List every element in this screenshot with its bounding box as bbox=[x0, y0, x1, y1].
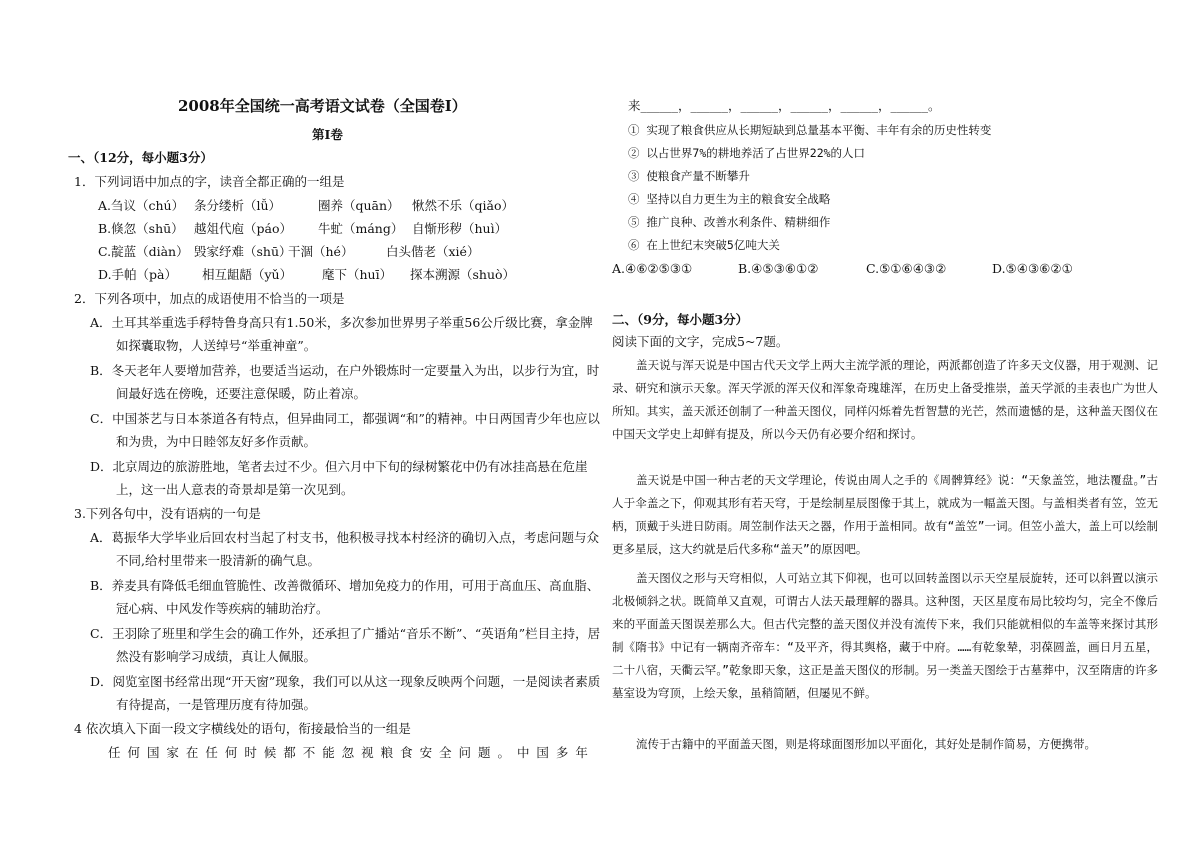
q4-options bbox=[612, 260, 1073, 278]
q4-option-d: D.⑤④③⑥②① bbox=[992, 261, 1073, 276]
q4-item-3: ③ 使粮食产量不断攀升 bbox=[628, 169, 750, 183]
q4-fill-line: 来______，______，______，______，______，______。 bbox=[628, 98, 941, 113]
q1-d-2: 相互龃龉（yǔ） bbox=[202, 267, 293, 282]
q3-option-d-line2: 有待提高，一是管理历度有待加强。 bbox=[116, 697, 317, 712]
q4-item-2: ② 以占世界7%的耕地养活了占世界22%的人口 bbox=[628, 146, 866, 160]
q4-text-line: 任 何 国 家 在 任 何 时 候 都 不 能 忽 视 粮 食 安 全 问 题 。 中 国 多 年 bbox=[108, 745, 590, 760]
q1-a-2: 条分缕析（lǚ） bbox=[194, 198, 282, 213]
page-title: 2008年全国统一高考语文试卷（全国卷Ⅰ） bbox=[178, 97, 467, 115]
section2-intro: 阅读下面的文字，完成5~7题。 bbox=[612, 334, 789, 349]
q1-c-1: C.靛蓝（diàn） bbox=[98, 244, 189, 259]
q1-c-3: 干涸（hé） bbox=[288, 244, 354, 259]
q2-option-c-line1: C．中国茶艺与日本茶道各有特点，但异曲同工，都强调“和”的精神。中日两国青少年也应以 bbox=[90, 411, 600, 426]
reading-paragraph-3: 盖天图仪之形与天穹相似，人可站立其下仰视，也可以回转盖图以示天空星辰旋转，还可以斜置以演示北极倾斜之状。既简单又直观，可谓古人法天最理解的器具。这种图，天区星度布局比较均匀，完全不像后来的平面盖天图误差那么大。但古代完整的盖天图仪并没有流传下来，我们只能就相似的车盖等来探讨其形制《隋书》中记有一辆南齐帝车：“及平齐，得其舆格，藏于中府。……有乾象辇，羽葆圆盖，画日月五星，二十八宿，天衢云罕。”乾象即天象，这正是盖天图仪的形制。另一类盖天图绘于古墓葬中，汉至隋唐的许多墓室设为穹顶，上绘天象，虽稍简陋，但屡见不鲜。 bbox=[612, 571, 1158, 700]
q4-option-c: C.⑤①⑥④③② bbox=[866, 261, 947, 276]
q2-option-a-line1: A．土耳其举重选手稃特鲁身高只有1.50米，多次参加世界男子举重56公斤级比赛，拿金牌 bbox=[90, 315, 593, 330]
q1-row-a bbox=[98, 197, 514, 215]
q1-row-d bbox=[98, 266, 515, 284]
q1-a-1: A.刍议（chú） bbox=[98, 198, 185, 213]
q4-item-5: ⑤ 推广良种、改善水利条件、精耕细作 bbox=[628, 215, 831, 229]
q3-option-a-line1: A．葛振华大学毕业后回农村当起了村支书，他积极寻找本村经济的确切入点，考虑问题与众 bbox=[90, 530, 600, 545]
q1-c-2: 毁家纾难（shū） bbox=[194, 244, 292, 259]
q4-stem: 4 依次填入下面一段文字横线处的语句，衔接最恰当的一组是 bbox=[74, 721, 411, 736]
q1-b-2: 越俎代庖（páo） bbox=[194, 221, 292, 236]
q2-option-c-line2: 和为贵，为中日睦邻友好多作贡献。 bbox=[116, 434, 317, 449]
q2-option-b-line1: B．冬天老年人要增加营养，也要适当运动，在户外锻炼时一定要量入为出，以步行为宜，时 bbox=[90, 363, 600, 378]
q2-option-d-line1: D．北京周边的旅游胜地，笔者去过不少。但六月中下旬的绿树繁花中仍有冰挂高悬在危崖 bbox=[90, 459, 588, 474]
q3-stem: 3.下列各句中，没有语病的一句是 bbox=[74, 506, 261, 521]
q2-option-b-line2: 间最好选在傍晚，还要注意保暖，防止着凉。 bbox=[116, 386, 367, 401]
q1-b-4: 自惭形秽（huì） bbox=[412, 221, 508, 236]
q1-d-1: D.手帕（pà） bbox=[98, 267, 178, 282]
reading-paragraph-1: 盖天说与浑天说是中国古代天文学上两大主流学派的理论，两派都创造了许多天文仪器，用于观测、记录、研究和演示天象。浑天学派的浑天仪和浑象奇瑰雄浑，在历史上备受推崇，盖天学派的圭表也广为世人所知。其实，盖天派还创制了一种盖天图仪，同样闪烁着先哲智慧的光芒，然而遗憾的是，这种盖天图仪在中国天文学史上却鲜有提及，所以今天仍有必要介绍和探讨。 bbox=[612, 358, 1158, 441]
reading-paragraph-2: 盖天说是中国一种古老的天文学理论，传说由周人之手的《周髀算经》说：“天象盖笠，地法覆盘。”古人于伞盖之下，仰观其形有若天穹，于是绘制星辰图像于其上，就成为一幅盖天图。与盖相类者有笠，笠无柄，顶戴于头进日防雨。周笠制作法天之器，作用于盖相同。故有“盖笠”一词。但笠小盖大，盖上可以绘制更多星辰，这大约就是后代多称“盖天”的原因吧。 bbox=[612, 473, 1158, 556]
q2-option-d-line2: 上，这一出人意表的奇景却是第一次见到。 bbox=[116, 482, 354, 497]
q4-item-6: ⑥ 在上世纪末突破5亿吨大关 bbox=[628, 238, 780, 252]
q1-a-3: 圈养（quān） bbox=[318, 198, 400, 213]
q1-row-c bbox=[98, 243, 479, 261]
q1-stem: 1．下列词语中加点的字，读音全都正确的一组是 bbox=[74, 174, 345, 189]
q4-option-a: A.④⑥②⑤③① bbox=[612, 261, 693, 276]
q3-option-d-line1: D．阅览室图书经常出现“开天窗”现象，我们可以从这一现象反映两个问题，一是阅读者素质 bbox=[90, 674, 601, 689]
q1-b-1: B.倏忽（shū） bbox=[98, 221, 184, 236]
q1-c-4: 白头偕老（xié） bbox=[386, 244, 480, 259]
q1-d-3: 麾下（huī） bbox=[322, 267, 393, 282]
q4-item-1: ① 实现了粮食供应从长期短缺到总量基本平衡、丰年有余的历史性转变 bbox=[628, 123, 992, 137]
q1-a-4: 愀然不乐（qiǎo） bbox=[412, 198, 514, 213]
q2-stem: 2．下列各项中，加点的成语使用不恰当的一项是 bbox=[74, 291, 345, 306]
volume-label: 第Ⅰ卷 bbox=[312, 127, 343, 142]
q1-b-3: 牛虻（máng） bbox=[318, 221, 404, 236]
q3-option-c-line1: C．王羽除了班里和学生会的确工作外，还承担了广播站“音乐不断”、“英语角”栏目主持，居 bbox=[90, 626, 601, 641]
q3-option-b-line2: 冠心病、中风发作等疾病的辅助治疗。 bbox=[116, 601, 329, 616]
q1-row-b bbox=[98, 220, 507, 238]
section1-heading: 一、（12分，每小题3分） bbox=[68, 150, 213, 165]
q4-item-4: ④ 坚持以自力更生为主的粮食安全战略 bbox=[628, 192, 831, 206]
q2-option-a-line2: 如探囊取物，人送绰号“举重神童”。 bbox=[116, 338, 317, 353]
reading-paragraph-4: 流传于古籍中的平面盖天图，则是将球面图形加以平面化，其好处是制作简易，方便携带。 bbox=[636, 737, 1096, 751]
q3-option-a-line2: 不同,给村里带来一股清新的确气息。 bbox=[116, 553, 320, 568]
q3-option-b-line1: B．养麦具有降低毛细血管脆性、改善微循环、增加免疫力的作用，可用于高血压、高血脂、 bbox=[90, 578, 600, 593]
q1-d-4: 探本溯源（shuò） bbox=[410, 267, 516, 282]
q4-option-b: B.④⑤③⑥①② bbox=[738, 261, 819, 276]
section2-heading: 二、（9分，每小题3分） bbox=[612, 312, 749, 327]
q3-option-c-line2: 然没有影响学习成绩，真让人佩服。 bbox=[116, 649, 317, 664]
